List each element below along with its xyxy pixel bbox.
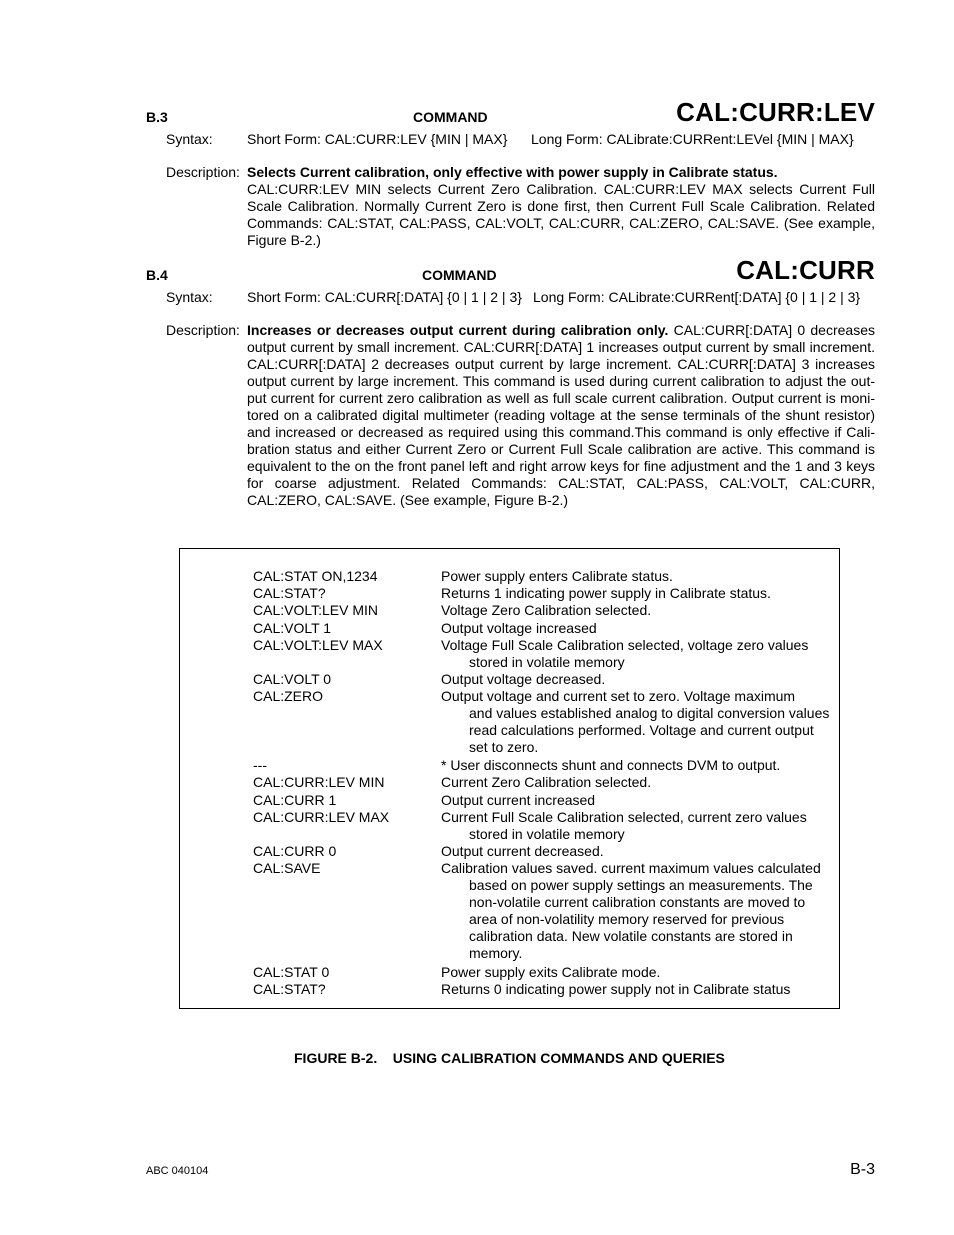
description-body bbox=[247, 322, 875, 509]
description-bold: Increases or decreases output current during calibration only. bbox=[247, 322, 669, 338]
section-command-label: COMMAND bbox=[413, 109, 488, 125]
figure-caption: FIGURE B-2. USING CALIBRATION COMMANDS AND QUERIES bbox=[294, 1050, 725, 1066]
figure-description-line: Output voltage decreased. bbox=[441, 671, 606, 688]
syntax-short-form: Short Form: CAL:CURR:LEV {MIN | MAX} bbox=[247, 131, 508, 147]
figure-command: CAL:VOLT 1 bbox=[253, 619, 332, 636]
figure-description-line: Output voltage increased bbox=[441, 619, 597, 636]
figure-description-line: Power supply exits Calibrate mode. bbox=[441, 963, 661, 980]
figure-description bbox=[441, 860, 833, 962]
figure-description-line: calibration data. New volatile constants are stored in bbox=[469, 928, 793, 945]
figure-description-line: stored in volatile memory bbox=[469, 653, 625, 670]
figure-description-line: memory. bbox=[469, 945, 523, 962]
description-line: output current by small increment. CAL:CURR[:DATA] 1 increases output current by small increment. bbox=[247, 339, 875, 355]
figure-description bbox=[441, 671, 833, 688]
figure-description bbox=[441, 620, 833, 637]
figure-description-line: read calculations performed. Voltage and current output bbox=[469, 722, 814, 739]
figure-description-line: non-volatile current calibration constants are moved to bbox=[469, 894, 806, 911]
description-line: equivalent to the on the front panel left and right arrow keys for fine adjustment and the 1 and 3 keys bbox=[247, 458, 875, 474]
description-first-line bbox=[247, 322, 875, 339]
section-title: CAL:CURR:LEV bbox=[676, 97, 875, 127]
figure-description-line: Voltage Full Scale Calibration selected, voltage zero values bbox=[441, 636, 809, 653]
section-title: CAL:CURR bbox=[736, 255, 875, 285]
section-number: B.4 bbox=[146, 267, 168, 283]
description-label: Description: bbox=[166, 322, 240, 338]
figure-command: CAL:ZERO bbox=[253, 688, 324, 705]
figure-description-line: Power supply enters Calibrate status. bbox=[441, 568, 673, 584]
description-line: CAL:CURR:LEV MIN selects Current Zero Calibration. CAL:CURR:LEV MAX selects Current Full bbox=[247, 181, 875, 197]
description-label: Description: bbox=[166, 164, 240, 180]
figure-description bbox=[441, 757, 833, 774]
figure-description bbox=[441, 585, 833, 602]
figure-description-line: Voltage Zero Calibration selected. bbox=[441, 602, 652, 619]
figure-command: CAL:VOLT:LEV MIN bbox=[253, 602, 379, 619]
description-line: CAL:ZERO, CAL:SAVE. (See example, Figure B-2.) bbox=[247, 492, 569, 508]
description-line: output current by large increment. This command is used during current calibration to adjust the out- bbox=[247, 373, 875, 389]
figure-description-line: Current Zero Calibration selected. bbox=[441, 774, 652, 791]
figure-description bbox=[441, 981, 833, 998]
syntax-short-form: Short Form: CAL:CURR[:DATA] {0 | 1 | 2 | 3} bbox=[247, 289, 522, 305]
figure-description-line: and values established analog to digital conversion values bbox=[469, 705, 830, 722]
figure-description bbox=[441, 637, 833, 671]
figure-description-line: Output current decreased. bbox=[441, 843, 604, 860]
description-line: and increased or decreased as required using this command.This command is only effective if Cali- bbox=[247, 424, 875, 440]
description-line: Commands: CAL:STAT, CAL:PASS, CAL:VOLT, CAL:CURR, CAL:ZERO, CAL:SAVE. (See example, bbox=[247, 215, 875, 231]
description-line: put current for current zero calibration as well as full scale current calibration. Output current is moni- bbox=[247, 390, 875, 406]
section-number: B.3 bbox=[146, 109, 168, 125]
figure-command: CAL:STAT? bbox=[253, 980, 326, 997]
description-bold: Selects Current calibration, only effective with power supply in Calibrate status. bbox=[247, 164, 778, 180]
figure-command: CAL:STAT? bbox=[253, 585, 326, 602]
description-body bbox=[247, 164, 875, 249]
figure-command: CAL:STAT ON,1234 bbox=[253, 568, 378, 584]
syntax-label: Syntax: bbox=[166, 289, 213, 305]
section-command-label: COMMAND bbox=[422, 267, 497, 283]
figure-description-line: Output current increased bbox=[441, 791, 596, 808]
figure-description-line: area of non-volatility memory reserved for previous bbox=[469, 911, 785, 928]
figure-command: CAL:VOLT:LEV MAX bbox=[253, 636, 383, 653]
description-first-rest: CAL:CURR[:DATA] 0 decreases bbox=[668, 322, 875, 338]
figure-command: --- bbox=[253, 757, 267, 774]
figure-description-line: Returns 1 indicating power supply in Calibrate status. bbox=[441, 585, 771, 602]
description-line: tored on a calibrated digital multimeter (reading voltage at the sense terminals of the shunt resistor) bbox=[247, 407, 875, 423]
figure-description-line: Returns 0 indicating power supply not in Calibrate status bbox=[441, 980, 791, 997]
syntax-long-form: Long Form: CALibrate:CURRent[:DATA] {0 | 1 | 2 | 3} bbox=[533, 289, 861, 305]
figure-description bbox=[441, 688, 833, 756]
description-line: for coarse adjustment. Related Commands: CAL:STAT, CAL:PASS, CAL:VOLT, CAL:CURR, bbox=[247, 475, 875, 491]
description-line: bration status and either Current Zero or Current Full Scale calibration are active. This command is bbox=[247, 441, 875, 457]
syntax-label: Syntax: bbox=[166, 131, 213, 147]
figure-description-line: Output voltage and current set to zero. Voltage maximum bbox=[441, 688, 796, 705]
figure-description-line: based on power supply settings an measurements. The bbox=[469, 877, 813, 894]
figure-description bbox=[441, 964, 833, 981]
syntax-long-form: Long Form: CALibrate:CURRent:LEVel {MIN | MAX} bbox=[531, 131, 854, 147]
figure-box bbox=[179, 548, 840, 1009]
figure-command: CAL:CURR:LEV MAX bbox=[253, 808, 390, 825]
figure-description bbox=[441, 809, 833, 843]
figure-command: CAL:CURR:LEV MIN bbox=[253, 774, 385, 791]
figure-command: CAL:VOLT 0 bbox=[253, 671, 332, 688]
figure-description-line: set to zero. bbox=[469, 739, 539, 756]
description-line: CAL:CURR[:DATA] 2 decreases output current by large increment. CAL:CURR[:DATA] 3 increases bbox=[247, 356, 875, 372]
figure-description bbox=[441, 843, 833, 860]
figure-command: CAL:CURR 1 bbox=[253, 791, 337, 808]
figure-description-line: Current Full Scale Calibration selected, current zero values bbox=[441, 808, 807, 825]
figure-description bbox=[441, 774, 833, 791]
page-number: B-3 bbox=[850, 1161, 875, 1178]
footer-doc-code: ABC 040104 bbox=[146, 1165, 209, 1177]
figure-description-line: Calibration values saved. current maximum values calculated bbox=[441, 860, 821, 877]
figure-command: CAL:CURR 0 bbox=[253, 843, 337, 860]
figure-command: CAL:STAT 0 bbox=[253, 963, 330, 980]
figure-description-line: stored in volatile memory bbox=[469, 825, 625, 842]
figure-description bbox=[441, 792, 833, 809]
figure-command: CAL:SAVE bbox=[253, 860, 321, 877]
figure-description bbox=[441, 602, 833, 619]
description-line: Figure B-2.) bbox=[247, 232, 321, 248]
figure-description bbox=[441, 568, 833, 585]
description-line: Scale Calibration. Normally Current Zero is done first, then Current Full Scale Calibration. Related bbox=[247, 198, 875, 214]
figure-description-line: * User disconnects shunt and connects DVM to output. bbox=[441, 757, 781, 774]
